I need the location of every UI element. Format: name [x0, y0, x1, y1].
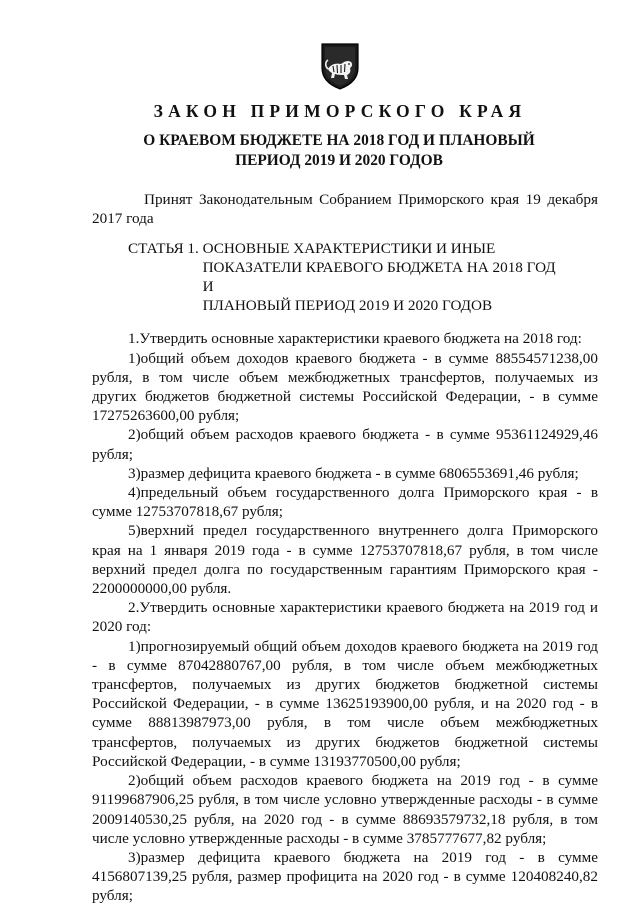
paragraph-1-item-4: 4)предельный объем государственного долга Приморского края - в сумме 12753707818,67 рубля; — [92, 484, 598, 521]
paragraph-1-item-3: 3)размер дефицита краевого бюджета - в сумме 6806553691,46 рубля; — [128, 464, 579, 482]
article-heading — [128, 239, 568, 316]
paragraph-2-item-1: 1)прогнозируемый общий объем доходов краевого бюджета на 2019 год - в сумме 87042880767,00 рубля, в том числе объем межбюджетных трансфертов, получаемых из других бюджетов бюджетной системы Российской Федерации, - в сумме 13625193900,00 рубля, и на 2020 год - в сумме 88813987973,00 рубля, в том числе объем межбюджетных трансфертов, получаемых из других бюджетов бюджетной системы Российской Федерации, - в сумме 13193770500,00 рубля; — [92, 637, 598, 770]
paragraph-1-item-2: 2)общий объем расходов краевого бюджета - в сумме 95361124929,46 рубля; — [92, 426, 598, 463]
law-title: ЗАКОН ПРИМОРСКОГО КРАЯ — [153, 101, 527, 121]
adoption-note: Принят Законодательным Собранием Приморского края 19 декабря 2017 года — [92, 191, 598, 228]
article-title: ОСНОВНЫЕ ХАРАКТЕРИСТИКИ И ИНЫЕ ПОКАЗАТЕЛИ КРАЕВОГО БЮДЖЕТА НА 2018 ГОД И ПЛАНОВЫЙ ПЕРИОД 2019 И 2020 ГОДОВ — [202, 239, 556, 315]
coat-of-arms-icon — [320, 42, 360, 90]
paragraph-2-item-2: 2)общий объем расходов краевого бюджета на 2019 год - в сумме 91199687906,25 рубля, в том числе условно утвержденные расходы - в сумме 2009140530,25 рубля, на 2020 год - в сумме 88693579732,18 рубля, в том числе условно утвержденные расходы - в сумме 3785777677,82 рубля; — [92, 772, 598, 847]
law-subtitle — [72, 131, 606, 170]
paragraph-2: 2.Утвердить основные характеристики краевого бюджета на 2019 год и 2020 год: — [92, 599, 598, 636]
paragraph-2-item-3: 3)размер дефицита краевого бюджета на 2019 год - в сумме 4156807139,25 рубля, размер профицита на 2020 год - в сумме 120408240,82 рубля; — [92, 848, 598, 905]
subtitle-line-1: О КРАЕВОМ БЮДЖЕТЕ НА 2018 ГОД И ПЛАНОВЫЙ — [143, 132, 535, 150]
article-number: СТАТЬЯ 1. — [128, 239, 203, 257]
coat-of-arms-emblem — [82, 42, 598, 90]
paragraph-1-item-1: 1)общий объем доходов краевого бюджета - в сумме 88554571238,00 рубля, в том числе объем межбюджетных трансфертов, получаемых из других бюджетов бюджетной системы Российской Федерации, - в сумме 17275263600,00 рубля; — [92, 349, 598, 425]
paragraph-1-item-5: 5)верхний предел государственного внутреннего долга Приморского края на 1 января 2019 года - в сумме 12753707818,67 рубля, в том числе верхний предел долга по государственным гарантиям Приморского края - 2200000000,00 рубля. — [92, 522, 598, 598]
subtitle-line-2: ПЕРИОД 2019 И 2020 ГОДОВ — [235, 151, 443, 169]
paragraph-1: 1.Утвердить основные характеристики краевого бюджета на 2018 год: — [128, 330, 582, 348]
